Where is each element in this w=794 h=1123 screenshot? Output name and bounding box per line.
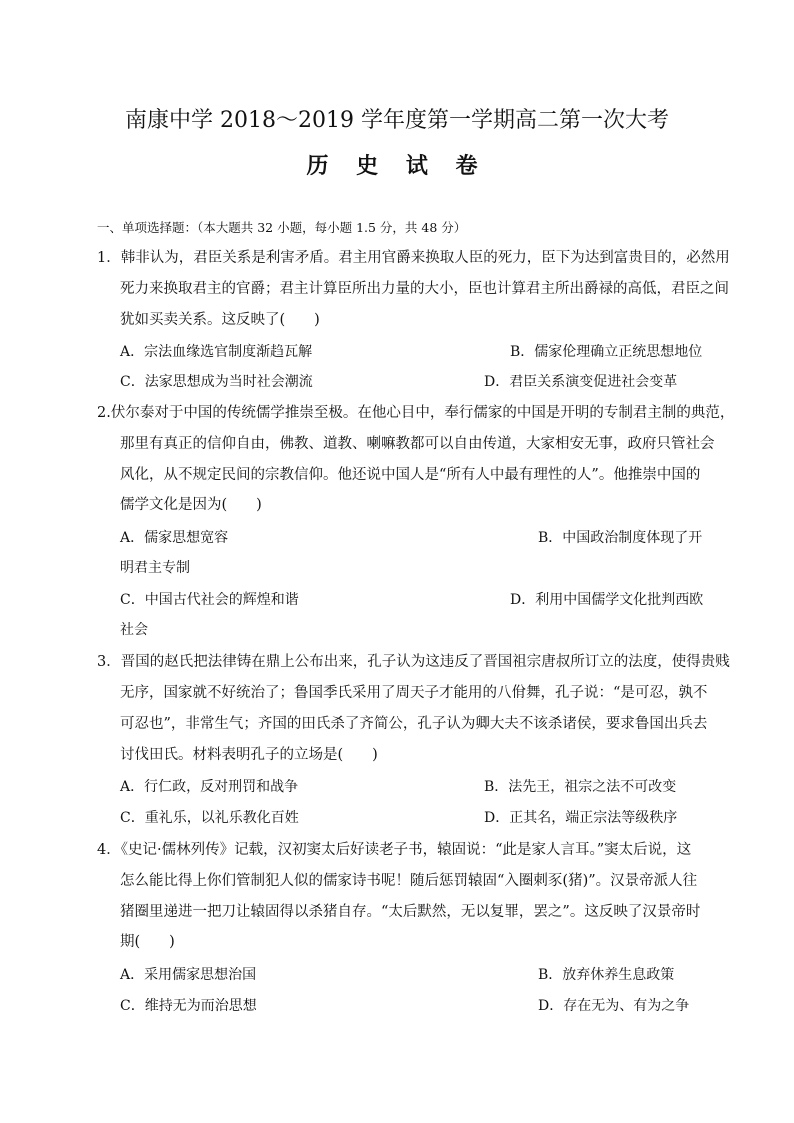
question-4-line-4: 期( )	[120, 934, 175, 950]
question-2-line-2: 那里有真正的信仰自由，佛教、道教、喇嘛教都可以自由传道，大家相安无事，政府只管社会	[120, 436, 715, 452]
question-3-option-a: A．行仁政，反对刑罚和战争	[120, 779, 299, 795]
question-4-line-3: 猪圈里递进一把刀让辕固得以杀猪自存。“太后默然，无以复罪，罢之”。这反映了汉景帝时	[120, 904, 701, 920]
exam-subtitle: 历 史 试 卷	[306, 153, 488, 179]
question-1-option-a: A．宗法血缘选官制度渐趋瓦解	[120, 344, 313, 360]
question-2-option-d: D．利用中国儒学文化批判西欧	[510, 592, 704, 608]
question-2-option-b-cont: 明君主专制	[120, 560, 190, 576]
question-2-line-1: 2.伏尔泰对于中国的传统儒学推崇至极。在他心目中，奉行儒家的中国是开明的专制君主制的典范，	[97, 405, 735, 421]
question-2-line-3: 风化，从不规定民间的宗教信仰。他还说中国人是“所有人中最有理性的人”。他推崇中国的	[120, 467, 701, 483]
question-3-line-1: 3．晋国的赵氏把法律铸在鼎上公布出来，孔子认为这违反了晋国祖宗唐叔所订立的法度，使得贵贱	[97, 654, 730, 670]
question-4-option-c: C．维持无为而治思想	[120, 998, 257, 1014]
question-1-line-3: 犹如买卖关系。这反映了( )	[120, 312, 320, 328]
question-1-option-d: D．君臣关系演变促进社会变革	[484, 374, 678, 390]
question-3-option-c: C．重礼乐，以礼乐教化百姓	[120, 810, 299, 826]
question-2-option-d-cont: 社会	[120, 622, 148, 638]
question-2-option-b: B．中国政治制度体现了开	[538, 530, 703, 546]
question-4-option-a: A．采用儒家思想治国	[120, 967, 257, 983]
question-1-line-1: 1．韩非认为，君臣关系是利害矛盾。君主用官爵来换取人臣的死力，臣下为达到富贵目的，必然用	[97, 250, 730, 266]
question-3-option-d: D．正其名，端正宗法等级秩序	[484, 810, 678, 826]
section-heading: 一、单项选择题：（本大题共 32 小题，每小题 1.5 分，共 48 分）	[97, 220, 467, 235]
question-2-option-c: C．中国古代社会的辉煌和谐	[120, 592, 299, 608]
question-4-line-1: 4．《史记·儒林列传》记载，汉初窦太后好读老子书，辕固说：“此是家人言耳。”窦太后说，这	[97, 842, 692, 858]
question-2-line-4: 儒学文化是因为( )	[120, 497, 262, 513]
question-2-option-a: A．儒家思想宽容	[120, 530, 229, 546]
exam-title: 南康中学 2018～2019 学年度第一学期高二第一次大考	[125, 108, 669, 133]
question-3-option-b: B．法先王，祖宗之法不可改变	[484, 779, 677, 795]
question-3-line-2: 无序，国家就不好统治了；鲁国季氏采用了周天子才能用的八佾舞，孔子说：“是可忍，孰不	[120, 685, 708, 701]
question-4-option-d: D．存在无为、有为之争	[538, 998, 690, 1014]
question-1-option-c: C．法家思想成为当时社会潮流	[120, 374, 313, 390]
question-3-line-3: 可忍也”，非常生气；齐国的田氏杀了齐简公，孔子认为卿大夫不该杀诸侯，要求鲁国出兵去	[120, 716, 708, 732]
question-1-line-2: 死力来换取君主的官爵；君主计算臣所出力量的大小，臣也计算君主所出爵禄的高低，君臣之间	[120, 281, 729, 297]
question-3-line-4: 讨伐田氏。材料表明孔子的立场是( )	[120, 747, 378, 763]
question-4-option-b: B．放弃休养生息政策	[538, 967, 675, 983]
question-1-option-b: B．儒家伦理确立正统思想地位	[510, 344, 703, 360]
question-4-line-2: 怎么能比得上你们管制犯人似的儒家诗书呢！随后惩罚辕固“入圈刺豕(猪)”。汉景帝派人往	[120, 873, 698, 889]
